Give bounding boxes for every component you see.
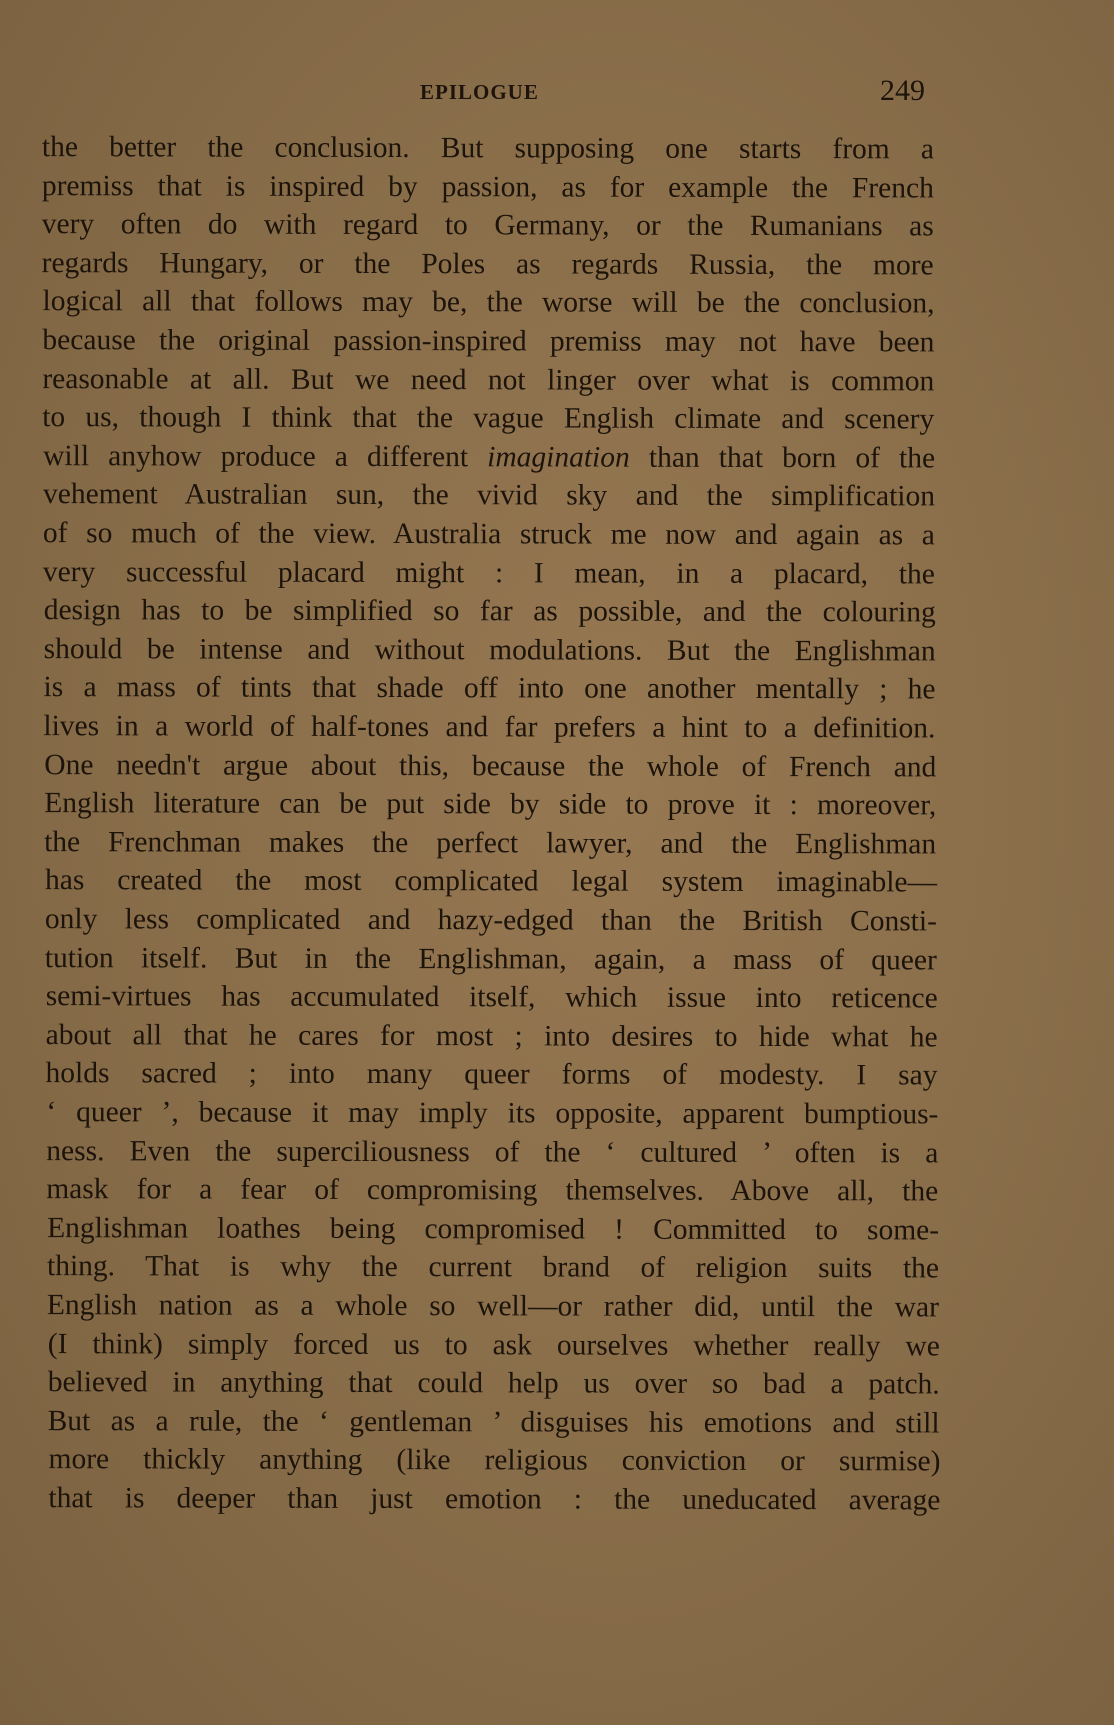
text-line: One needn't argue about this, because the whole of French and [44, 748, 937, 784]
text-line: will anyhow produce a different imagination than that born of the [43, 439, 936, 475]
page-header [0, 74, 1114, 114]
text-line: has created the most complicated legal system imaginable— [44, 864, 938, 899]
text-line: only less complicated and hazy-edged than the British Consti- [44, 903, 937, 938]
text-line: about all that he cares for most ; into desires to hide what he [45, 1018, 938, 1054]
text-line: the Frenchman makes the perfect lawyer, and the Englishman [44, 825, 937, 861]
text-line: reasonable at all. But we need not linger over what is common [42, 362, 935, 398]
text-line: that is deeper than just emotion : the uneducated average [48, 1482, 941, 1517]
text-line: mask for a fear of compromising themselves. Above all, the [46, 1173, 939, 1208]
text-line: semi-virtues has accumulated itself, which issue into reticence [45, 980, 938, 1015]
text-line: is a mass of tints that shade off into one another mentally ; he [43, 671, 936, 706]
text-line: ness. Even the superciliousness of the ‘ cultured ’ often is a [46, 1134, 939, 1170]
text-line: should be intense and without modulations. But the Englishman [43, 632, 936, 668]
text-line: design has to be simplified so far as possible, and the colouring [43, 594, 936, 629]
page-number: 249 [880, 74, 925, 107]
text-line: regards Hungary, or the Poles as regards Russia, the more [41, 246, 934, 282]
text-line: (I think) simply forced us to ask ourselves whether really we [47, 1327, 940, 1363]
text-line: thing. That is why the current brand of religion suits the [46, 1250, 940, 1285]
text-line: of so much of the view. Australia struck me now and again as a [42, 517, 935, 552]
text-line: English nation as a whole so well—or rather did, until the war [46, 1289, 939, 1324]
text-line: lives in a world of half-tones and far prefers a hint to a definition. [43, 710, 936, 745]
text-line: Englishman loathes being compromised ! Committed to some- [47, 1211, 940, 1247]
text-line: vehement Australian sun, the vivid sky and the simplification [42, 478, 936, 513]
emphasis-text: imagination [487, 441, 630, 474]
text-line: premiss that is inspired by passion, as for example the French [41, 169, 934, 205]
running-title: EPILOGUE [420, 80, 539, 104]
text-line: holds sacred ; into many queer forms of modesty. I say [45, 1057, 938, 1092]
text-line: ‘ queer ’, because it may imply its opposite, apparent bumptious- [46, 1096, 939, 1131]
text-line: to us, though I think that the vague English climate and scenery [42, 401, 935, 436]
text-line: because the original passion-inspired premiss may not have been [42, 324, 935, 359]
body-text [0, 128, 1114, 1517]
text-line: English literature can be put side by side to prove it : moreover, [44, 787, 937, 822]
text-line: very often do with regard to Germany, or the Rumanians as [41, 208, 934, 243]
text-line: tution itself. But in the Englishman, again, a mass of queer [44, 941, 937, 977]
text-line: more thickly anything (like religious conviction or surmise) [48, 1443, 941, 1478]
text-line: believed in anything that could help us over so bad a patch. [47, 1366, 940, 1401]
text-line: the better the conclusion. But supposing one starts from a [41, 131, 934, 166]
text-line: logical all that follows may be, the worse will be the conclusion, [42, 285, 935, 320]
text-line: But as a rule, the ‘ gentleman ’ disguises his emotions and still [47, 1404, 940, 1440]
text-line: very successful placard might : I mean, in a placard, the [42, 555, 935, 591]
